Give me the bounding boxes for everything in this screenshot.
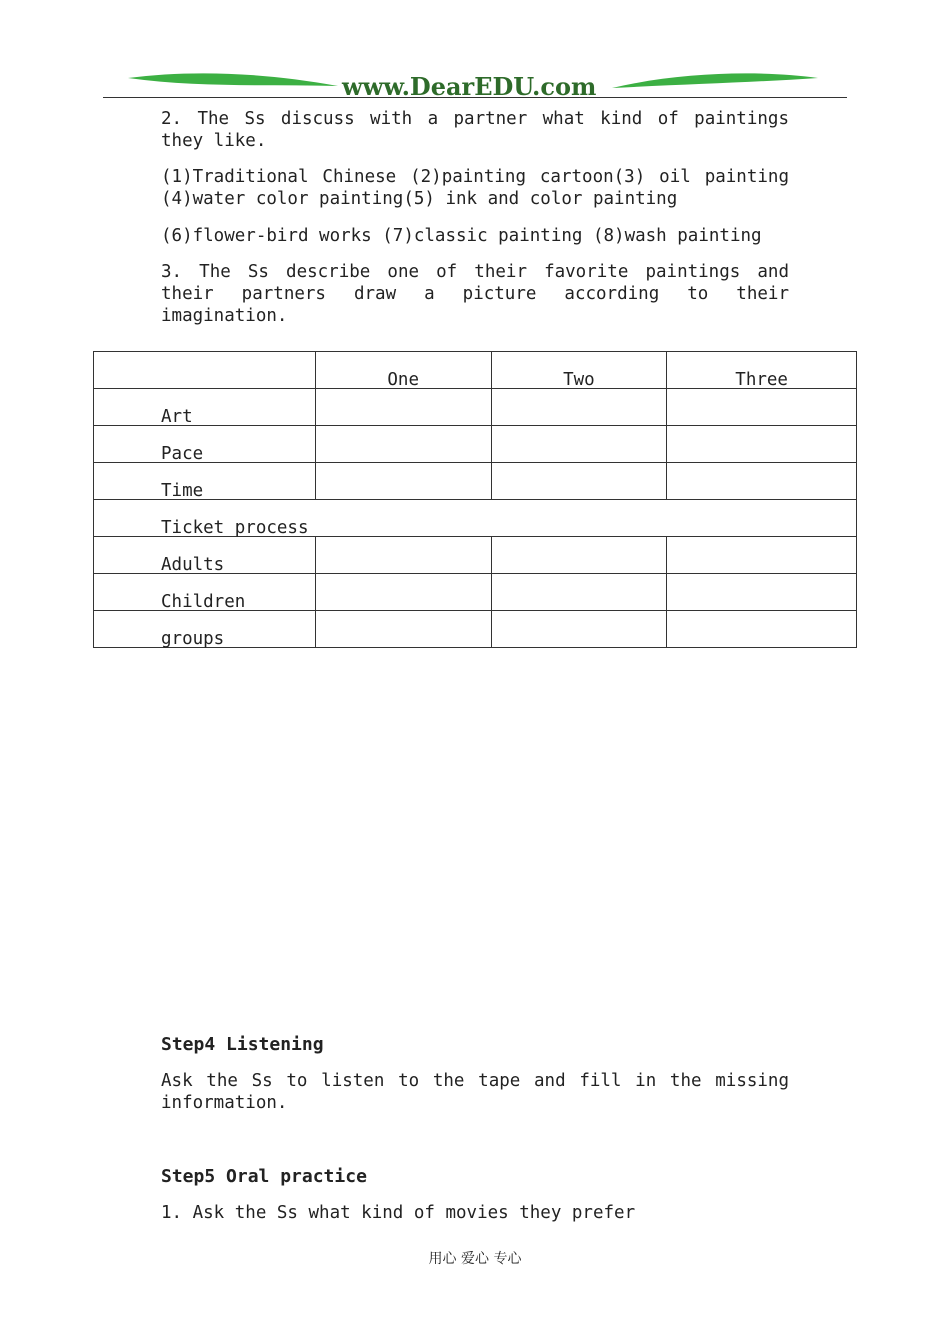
table-cell[interactable] [667,574,857,611]
table-cell[interactable] [667,426,857,463]
paragraph-discuss: 2. The Ss discuss with a partner what kind of paintings they like. [161,109,789,151]
table-cell[interactable] [491,426,667,463]
step4-heading: Step4 Listening [161,1034,324,1055]
row-label-ticket-process: Ticket process [94,500,857,537]
table-header-cell: Three [667,352,857,389]
table-row [94,537,857,574]
site-logo: www.DearEDU.com [342,72,597,101]
table-cell[interactable] [667,389,857,426]
step5-block [161,1166,789,1224]
row-label: Art [94,389,316,426]
table-span-row [94,500,857,537]
row-label: Adults [94,537,316,574]
table-row [94,611,857,648]
row-label: Time [94,463,316,500]
table-cell[interactable] [315,537,491,574]
table-header-cell: One [315,352,491,389]
table-row [94,389,857,426]
paragraph-painting-types: (1)Traditional Chinese (2)painting cartoon(3) oil painting (4)water color painting(5) ink and color painting [161,167,789,209]
step5-heading: Step5 Oral practice [161,1166,367,1187]
table-cell[interactable] [491,537,667,574]
table-cell[interactable] [315,611,491,648]
table-cell[interactable] [315,426,491,463]
table-cell[interactable] [315,463,491,500]
table-cell[interactable] [315,574,491,611]
table-row [94,426,857,463]
page-footer: 用心 爱心 专心 [428,1251,522,1267]
row-label: Pace [94,426,316,463]
table-cell[interactable] [667,537,857,574]
header-rule [103,97,847,98]
table-row [94,574,857,611]
table-cell[interactable] [491,463,667,500]
step5-text: 1. Ask the Ss what kind of movies they prefer [161,1203,636,1223]
step4-block [161,1034,789,1114]
table-row [94,463,857,500]
table-cell[interactable] [491,611,667,648]
intro-block [161,108,789,327]
table-cell[interactable] [667,463,857,500]
row-label: Children [94,574,316,611]
table-header-cell: Two [491,352,667,389]
table-header-cell [94,352,316,389]
row-label: groups [94,611,316,648]
table-cell[interactable] [667,611,857,648]
step4-text: Ask the Ss to listen to the tape and fill in the missing information. [161,1071,789,1113]
table-cell[interactable] [491,389,667,426]
site-header [0,66,950,106]
paragraph-describe: 3. The Ss describe one of their favorite paintings and their partners draw a picture according to their imagination. [161,262,789,326]
table-header-row [94,352,857,389]
info-table [93,351,857,648]
paragraph-painting-types-more: (6)flower-bird works (7)classic painting (8)wash painting [161,226,762,246]
table-cell[interactable] [315,389,491,426]
table-cell[interactable] [491,574,667,611]
